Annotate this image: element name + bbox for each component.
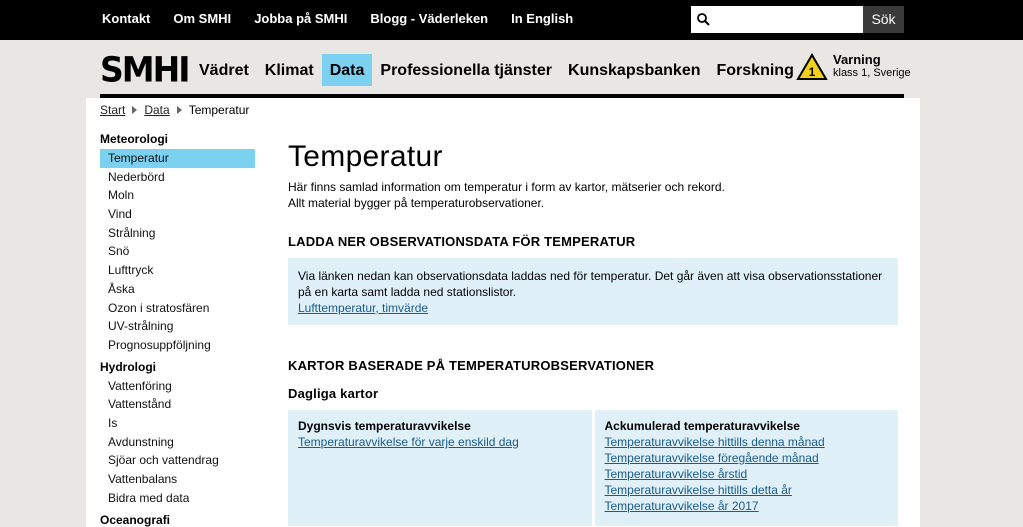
sidebar-item-vattenstand[interactable]: Vattenstånd	[108, 397, 172, 412]
sidebar-item-is[interactable]: Is	[108, 415, 118, 430]
sidebar-item-vattenforing[interactable]: Vattenföring	[108, 378, 172, 393]
sidebar	[100, 131, 255, 527]
map-columns	[288, 410, 898, 526]
section-heading-maps: KARTOR BASERADE PÅ TEMPERATUROBSERVATIONER	[288, 358, 655, 373]
intro-text	[288, 179, 898, 211]
link-denna-manad[interactable]: Temperaturavvikelse hittills denna månad	[604, 435, 825, 449]
warning-text[interactable]	[833, 53, 911, 80]
section-heading-download: LADDA NER OBSERVATIONSDATA FÖR TEMPERATUR	[288, 234, 636, 249]
top-bar	[0, 0, 1023, 40]
sidebar-item-bidra[interactable]: Bidra med data	[108, 490, 190, 505]
nav-klimat[interactable]: Klimat	[264, 62, 314, 79]
breadcrumb-start[interactable]: Start	[100, 103, 126, 117]
main-nav	[191, 54, 802, 86]
page-title: Temperatur	[288, 140, 443, 173]
top-links	[102, 11, 596, 26]
sidebar-group-meteorologi[interactable]: Meteorologi	[100, 132, 168, 146]
sidebar-item-sjoar[interactable]: Sjöar och vattendrag	[108, 453, 219, 468]
search-button[interactable]: Sök	[863, 6, 904, 33]
sidebar-item-vind[interactable]: Vind	[108, 207, 132, 222]
breadcrumb-arrow-icon	[177, 106, 182, 114]
sidebar-group-oceanografi[interactable]: Oceanografi	[100, 513, 171, 527]
search-icon	[697, 13, 710, 26]
sidebar-group-hydrologi[interactable]: Hydrologi	[100, 359, 156, 374]
top-link-jobba[interactable]: Jobba på SMHI	[254, 11, 348, 26]
smhi-logo[interactable]: SMHI	[100, 49, 189, 90]
nav-kunskapsbanken[interactable]: Kunskapsbanken	[568, 62, 701, 79]
download-info-box	[288, 258, 898, 325]
sidebar-item-nederbord[interactable]: Nederbörd	[108, 169, 165, 184]
sidebar-item-vattenbalans[interactable]: Vattenbalans	[108, 472, 178, 486]
sidebar-item-avdunstning[interactable]: Avdunstning	[108, 434, 174, 449]
sidebar-item-temperatur[interactable]: Temperatur	[100, 149, 255, 168]
nav-data[interactable]: Data	[322, 54, 373, 86]
intro-line-2: Allt material bygger på temperaturobservationer.	[288, 196, 545, 210]
link-foregaende-manad[interactable]: Temperaturavvikelse föregående månad	[604, 451, 819, 465]
download-info-text: Via länken nedan kan observationsdata laddas ned för temperatur. Det går även att visa observationsstationer på en karta samt ladda ned stationslistor.	[298, 269, 883, 299]
sidebar-item-aska[interactable]: Åska	[108, 281, 135, 296]
top-link-english[interactable]: In English	[511, 11, 574, 26]
link-detta-ar[interactable]: Temperaturavvikelse hittills detta år	[604, 483, 792, 497]
intro-line-1: Här finns samlad information om temperatur i form av kartor, mätserier och rekord.	[288, 180, 725, 194]
link-arstid[interactable]: Temperaturavvikelse årstid	[604, 467, 748, 481]
top-link-kontakt[interactable]: Kontakt	[102, 11, 151, 26]
search-input[interactable]	[691, 6, 863, 33]
breadcrumb-arrow-icon	[132, 106, 137, 114]
link-dag-avvikelse[interactable]: Temperaturavvikelse för varje enskild dag	[298, 435, 519, 449]
top-link-om-smhi[interactable]: Om SMHI	[173, 11, 232, 26]
warning-subtitle: klass 1, Sverige	[833, 67, 911, 79]
main-content	[288, 138, 898, 526]
link-ar-2017[interactable]: Temperaturavvikelse år 2017	[604, 499, 759, 513]
breadcrumb-data[interactable]: Data	[144, 103, 170, 117]
nav-vadret[interactable]: Vädret	[199, 62, 249, 79]
nav-forskning[interactable]: Forskning	[716, 62, 794, 79]
nav-professionella[interactable]: Professionella tjänster	[380, 62, 553, 79]
top-link-blogg[interactable]: Blogg - Väderleken	[370, 11, 489, 26]
sidebar-item-lufttryck[interactable]: Lufttryck	[108, 263, 154, 278]
col-dygnsvis	[288, 410, 592, 526]
sidebar-item-stralning[interactable]: Strålning	[108, 225, 156, 240]
warning-title: Varning	[833, 52, 881, 67]
sidebar-item-sno[interactable]: Snö	[108, 244, 130, 259]
col-dygnsvis-title: Dygnsvis temperaturavvikelse	[298, 419, 471, 433]
sidebar-item-ozon[interactable]: Ozon i stratosfären	[108, 300, 210, 315]
warning-triangle-icon[interactable]	[796, 53, 828, 81]
link-lufttemperatur[interactable]: Lufttemperatur, timvärde	[298, 301, 429, 315]
col-ackumulerad	[595, 410, 899, 526]
breadcrumb-current: Temperatur	[188, 103, 250, 117]
sidebar-item-moln[interactable]: Moln	[108, 188, 135, 203]
breadcrumb	[100, 103, 249, 117]
col-ackumulerad-title: Ackumulerad temperaturavvikelse	[604, 419, 800, 433]
subheading-daily-maps: Dagliga kartor	[288, 386, 379, 401]
sidebar-item-prognos[interactable]: Prognosuppföljning	[108, 337, 211, 352]
warning-level: 1	[808, 65, 816, 79]
sidebar-item-uv[interactable]: UV-strålning	[108, 319, 174, 334]
